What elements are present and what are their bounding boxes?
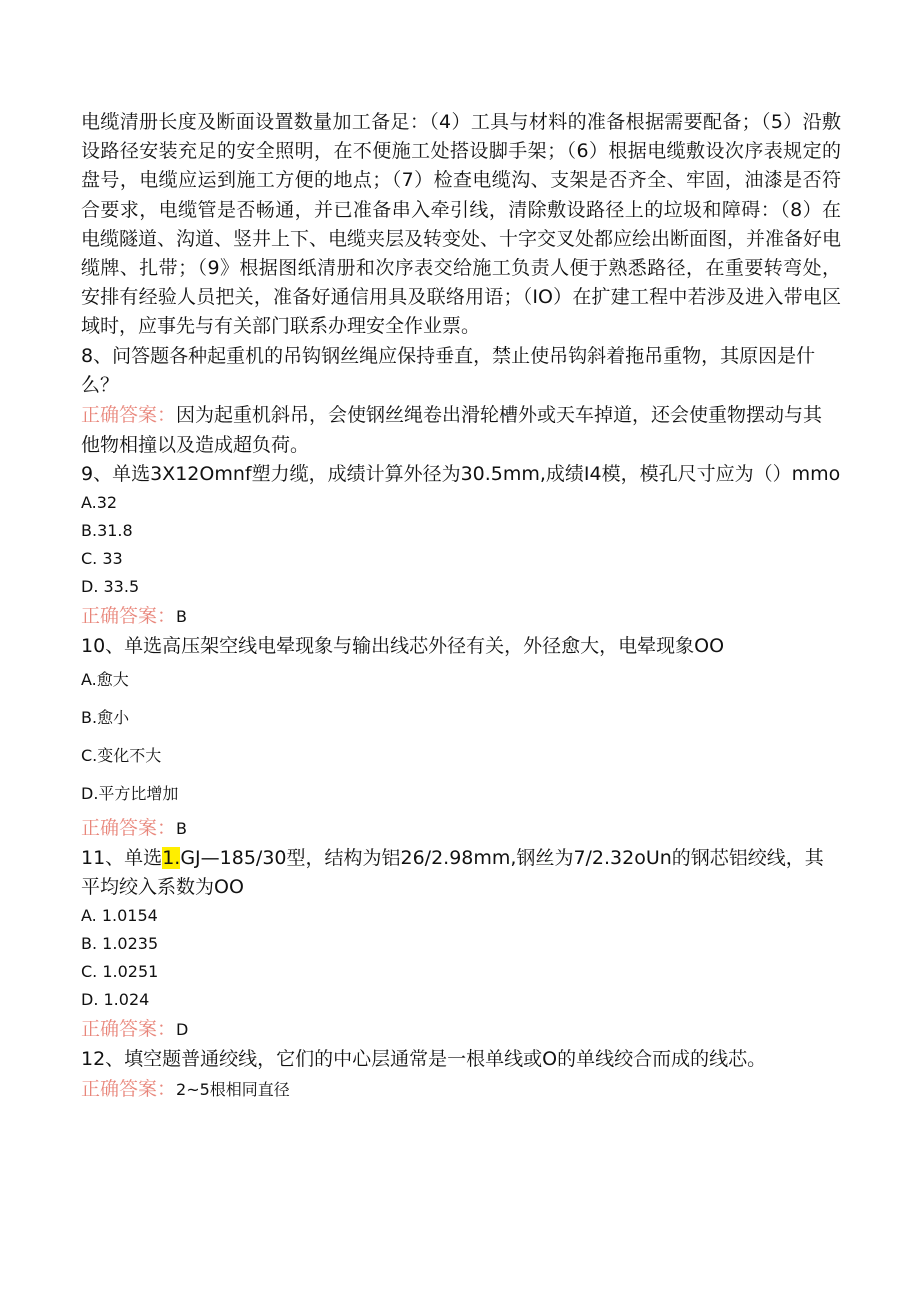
q11-option-a: A. 1.0154 bbox=[81, 905, 158, 925]
question-11 bbox=[81, 844, 841, 902]
answer-label: 正确答案： bbox=[81, 1017, 177, 1040]
q10-option-d: D.平方比增加 bbox=[81, 783, 179, 803]
q11-option-b: B. 1.0235 bbox=[81, 933, 159, 953]
answer-11 bbox=[81, 1014, 841, 1045]
answer-10 bbox=[81, 813, 841, 844]
answer-11-value: D bbox=[176, 1019, 189, 1039]
answer-8-text: 因为起重机斜吊，会使钢丝绳卷出滑轮槽外或天车掉道，还会使重物摆动与其他物相撞以及造成超负荷。 bbox=[81, 403, 823, 456]
answer-label: 正确答案： bbox=[81, 403, 177, 426]
answer-label: 正确答案： bbox=[81, 816, 177, 839]
question-10: 10、单选高压架空线电晕现象与输出线芯外径有关，外径愈大，电晕现象OO bbox=[81, 634, 725, 657]
document-page bbox=[81, 108, 841, 1105]
q9-option-b: B.31.8 bbox=[81, 520, 133, 540]
q10-option-a: A.愈大 bbox=[81, 669, 129, 689]
q11-option-c: C. 1.0251 bbox=[81, 961, 159, 981]
question-12: 12、填空题普通绞线，它们的中心层通常是一根单线或O的单线绞合而成的线芯。 bbox=[81, 1047, 767, 1070]
answer-label: 正确答案： bbox=[81, 604, 177, 627]
q9-option-a: A.32 bbox=[81, 492, 118, 512]
intro-paragraph: 电缆清册长度及断面设置数量加工备足：（4）工具与材料的准备根据需要配备；（5）沿敷设路径安装充足的安全照明，在不便施工处搭设脚手架；（6）根据电缆敷设次序表规定的盘号，电缆应运到施工方便的地点；（7）检查电缆沟、支架是否齐全、牢固，油漆是否符合要求，电缆管是否畅通，并已准备串入牵引线，清除敷设路径上的垃圾和障碍：（8）在电缆隧道、沟道、竖井上下、电缆夹层及转变处、十字交叉处都应绘出断面图，并准备好电缆牌、扎带；（9》根据图纸清册和次序表交给施工负责人便于熟悉路径，在重要转弯处，安排有经验人员把关，准备好通信用具及联络用语；（IO）在扩建工程中若涉及进入带电区域时，应事先与有关部门联系办理安全作业票。 bbox=[81, 111, 842, 338]
q9-option-d: D. 33.5 bbox=[81, 576, 140, 596]
answer-10-value: B bbox=[176, 818, 187, 838]
question-11-prefix: 11、单选 bbox=[81, 846, 163, 869]
q10-option-c: C.变化不大 bbox=[81, 745, 162, 765]
question-8: 8、问答题各种起重机的吊钩钢丝绳应保持垂直，禁止使吊钩斜着拖吊重物，其原因是什么？ bbox=[81, 344, 816, 396]
answer-12-value: 2~5根相同直径 bbox=[176, 1079, 290, 1099]
q10-option-b: B.愈小 bbox=[81, 707, 130, 727]
q11-option-d: D. 1.024 bbox=[81, 989, 150, 1009]
highlighted-text: 1. bbox=[162, 846, 181, 869]
question-9: 9、单选3X12Omnf塑力缆，成绩计算外径为30.5mm,成绩I4模，模孔尺寸应为（）mmo bbox=[81, 462, 841, 485]
answer-9 bbox=[81, 601, 841, 632]
q9-option-c: C. 33 bbox=[81, 548, 123, 568]
answer-9-value: B bbox=[176, 606, 187, 626]
answer-12 bbox=[81, 1074, 841, 1105]
question-11-text: GJ—185/30型，结构为铝26/2.98mm,钢丝为7/2.32oUn的钢芯铝绞线，其平均绞入系数为OO bbox=[81, 846, 824, 898]
answer-8 bbox=[81, 400, 841, 460]
answer-label: 正确答案： bbox=[81, 1077, 177, 1100]
